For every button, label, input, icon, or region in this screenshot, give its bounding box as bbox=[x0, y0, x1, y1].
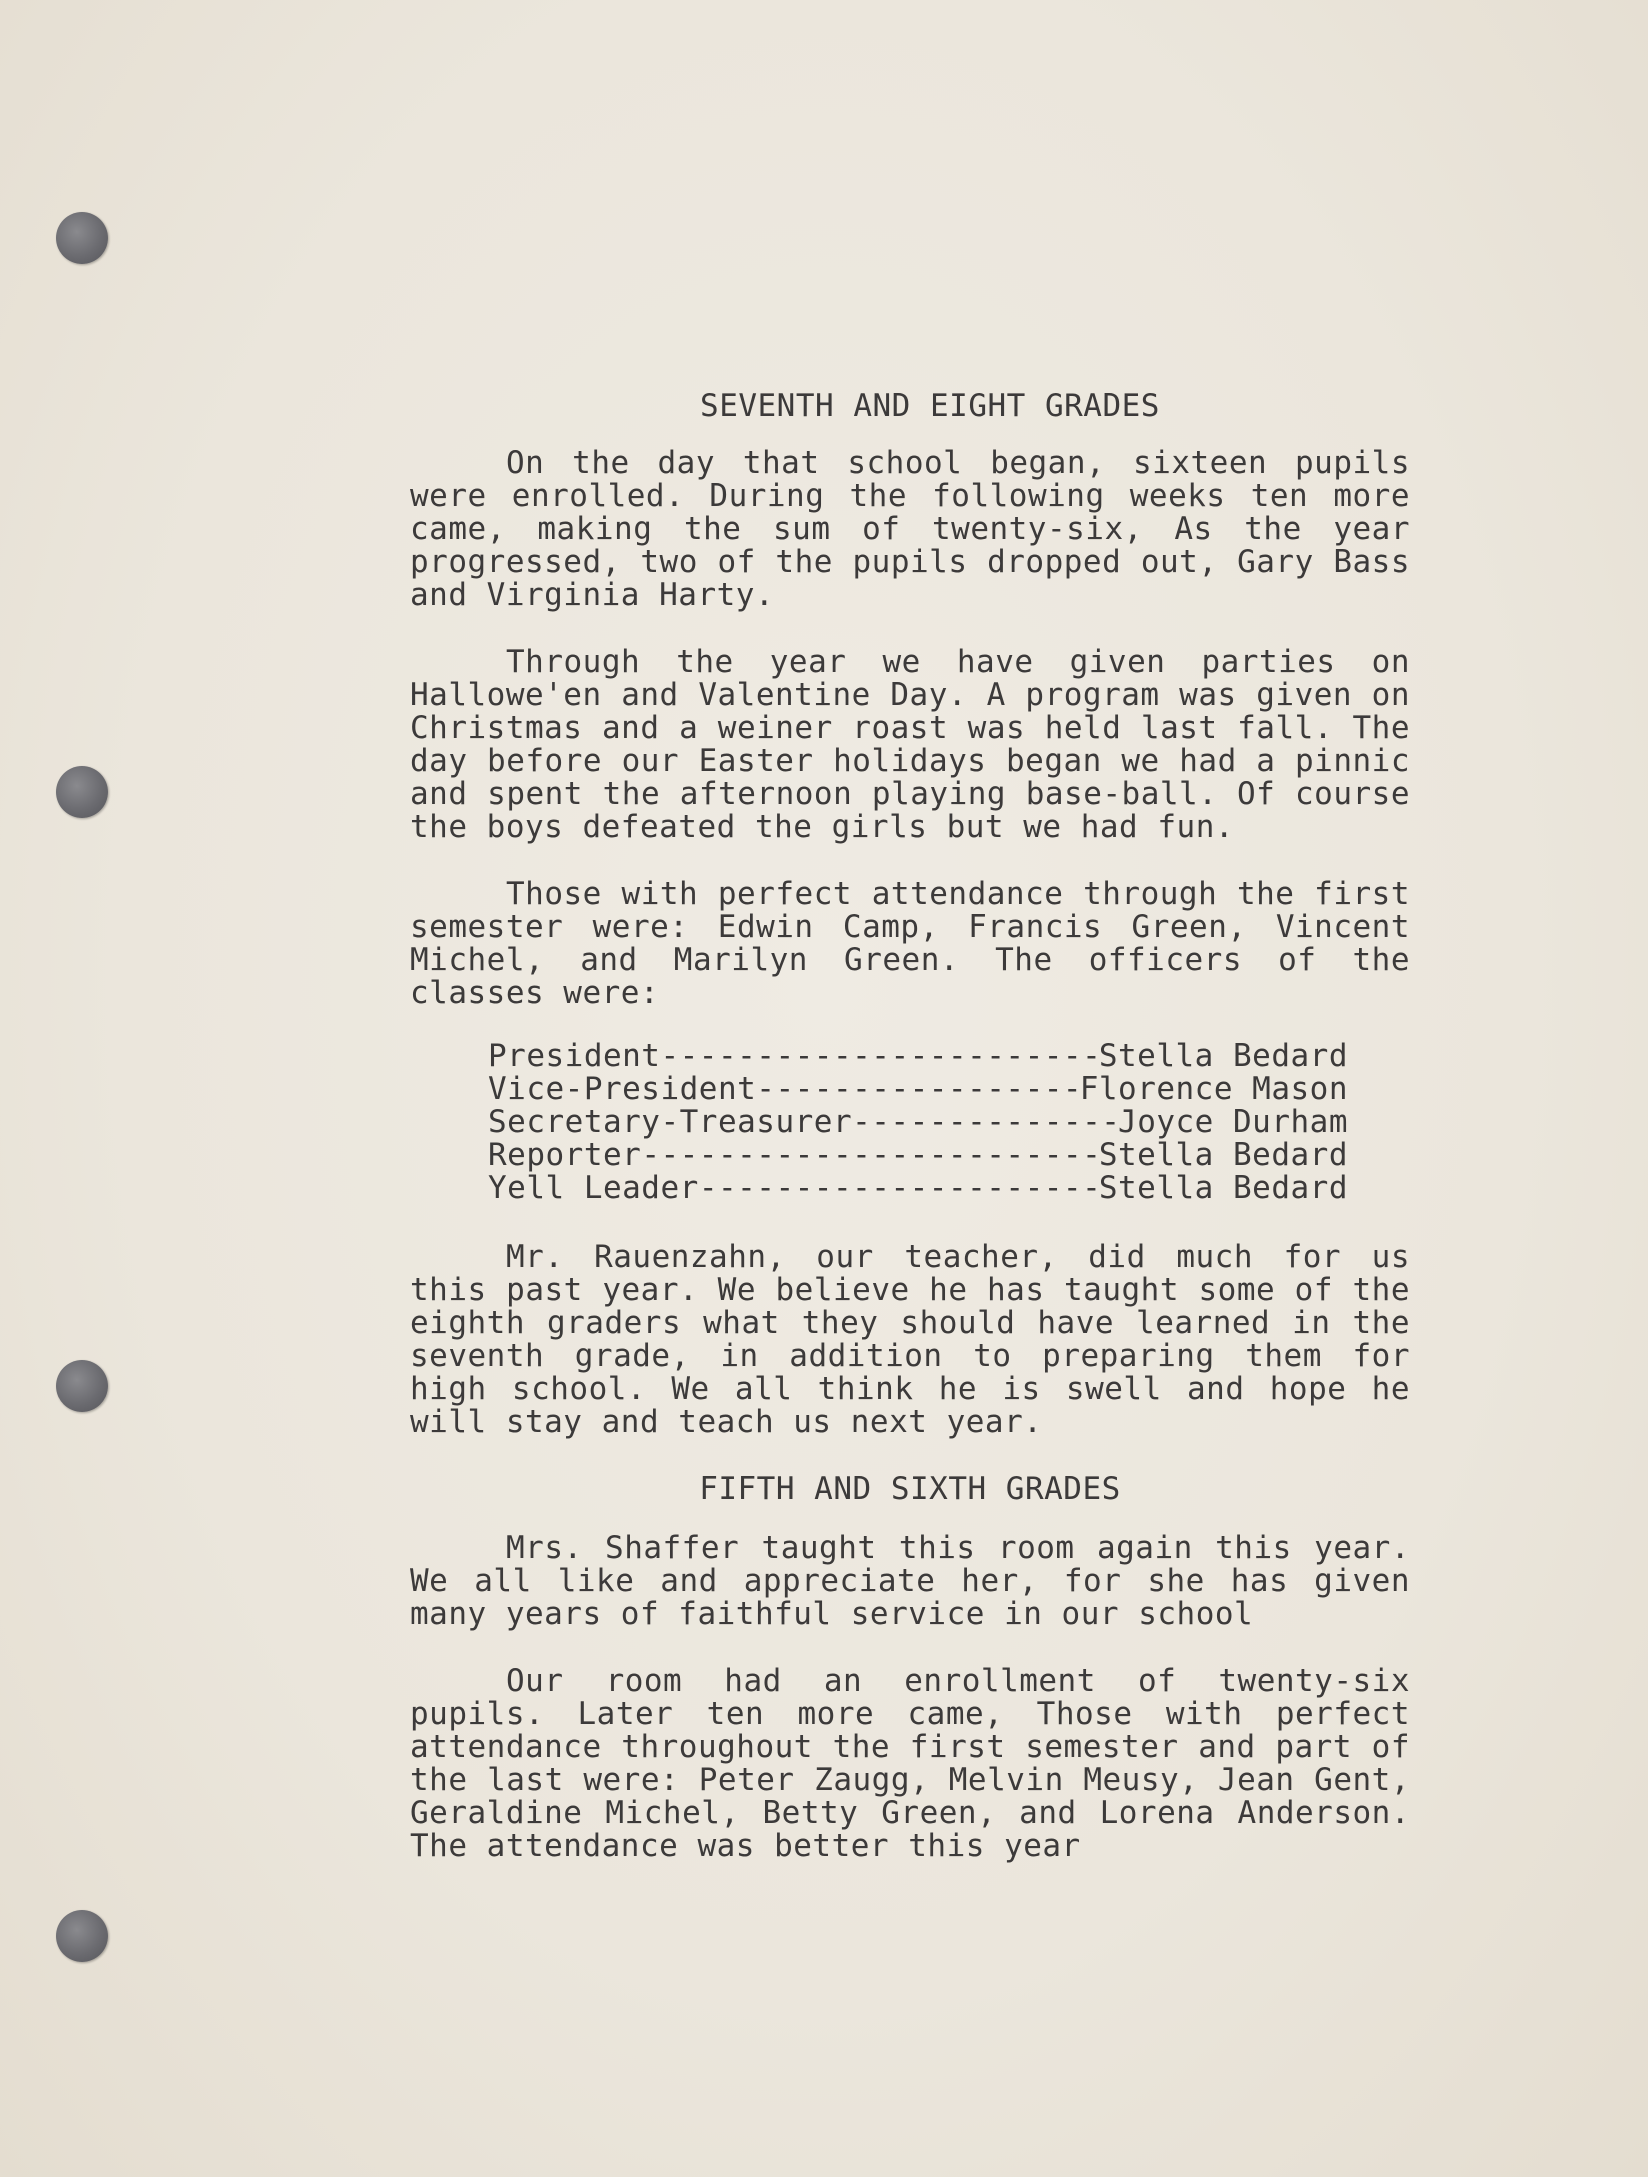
officer-title: Secretary-Treasurer bbox=[488, 1106, 853, 1139]
dash-leader bbox=[756, 1073, 1079, 1106]
officer-row bbox=[488, 1073, 1348, 1106]
officer-title: Reporter bbox=[488, 1139, 642, 1172]
punch-hole-2 bbox=[56, 766, 108, 818]
officer-row bbox=[488, 1172, 1348, 1205]
dash-leader bbox=[641, 1139, 1099, 1172]
officer-title: President bbox=[488, 1040, 661, 1073]
section-heading-fifth-sixth: FIFTH AND SIXTH GRADES bbox=[699, 1471, 1121, 1507]
paragraph-parties: Through the year we have given parties on Hallowe'en and Valentine Day. A program was given on Christmas and a weiner roast was held last fall. The day before our Easter holidays began we had a pinnic and spent the afternoon playing base-ball. Of course the boys defeated the girls but we had fun. bbox=[410, 644, 1410, 845]
officer-row bbox=[488, 1139, 1348, 1172]
officers-list bbox=[488, 1040, 1348, 1205]
officer-name: Stella Bedard bbox=[1098, 1139, 1348, 1172]
punch-hole-3 bbox=[56, 1360, 108, 1412]
paragraph-teacher: Mr. Rauenzahn, our teacher, did much for us this past year. We believe he has taught some of the eighth graders what they should have learned in the seventh grade, in addition to preparing them for high school. We all think he is swell and hope he will stay and teach us next year. bbox=[410, 1239, 1410, 1440]
officer-title: Yell Leader bbox=[488, 1172, 699, 1205]
dash-leader bbox=[660, 1040, 1098, 1073]
document-body bbox=[410, 390, 1410, 1863]
officer-name: Stella Bedard bbox=[1098, 1040, 1348, 1073]
dash-leader bbox=[699, 1172, 1099, 1205]
punch-hole-1 bbox=[56, 212, 108, 264]
paragraph-attendance: Those with perfect attendance through the first semester were: Edwin Camp, Francis Green, Vincent Michel, and Marilyn Green. The officers of the classes were: bbox=[410, 876, 1410, 1011]
paragraph-room-enrollment: Our room had an enrollment of twenty-six pupils. Later ten more came, Those with perfect attendance throughout the first semester and part of the last were: Peter Zaugg, Melvin Meusy, Jean Gent, Geraldine Michel, Betty Green, and Lorena Anderson. The attendance was better this year bbox=[410, 1663, 1410, 1864]
officer-name: Florence Mason bbox=[1079, 1073, 1348, 1106]
officer-row bbox=[488, 1040, 1348, 1073]
paragraph-enrollment: On the day that school began, sixteen pupils were enrolled. During the following weeks ten more came, making the sum of twenty-six, As the year progressed, two of the pupils dropped out, Gary Bass and Virginia Harty. bbox=[410, 445, 1410, 613]
officer-title: Vice-President bbox=[488, 1073, 757, 1106]
dash-leader bbox=[852, 1106, 1118, 1139]
section-heading-seventh-eighth: SEVENTH AND EIGHT GRADES bbox=[700, 388, 1160, 424]
officer-row bbox=[488, 1106, 1348, 1139]
officer-name: Joyce Durham bbox=[1118, 1106, 1348, 1139]
paragraph-mrs-shaffer: Mrs. Shaffer taught this room again this year. We all like and appreciate her, for she has given many years of faithful service in our school bbox=[410, 1530, 1410, 1632]
punch-hole-4 bbox=[56, 1910, 108, 1962]
officer-name: Stella Bedard bbox=[1098, 1172, 1348, 1205]
